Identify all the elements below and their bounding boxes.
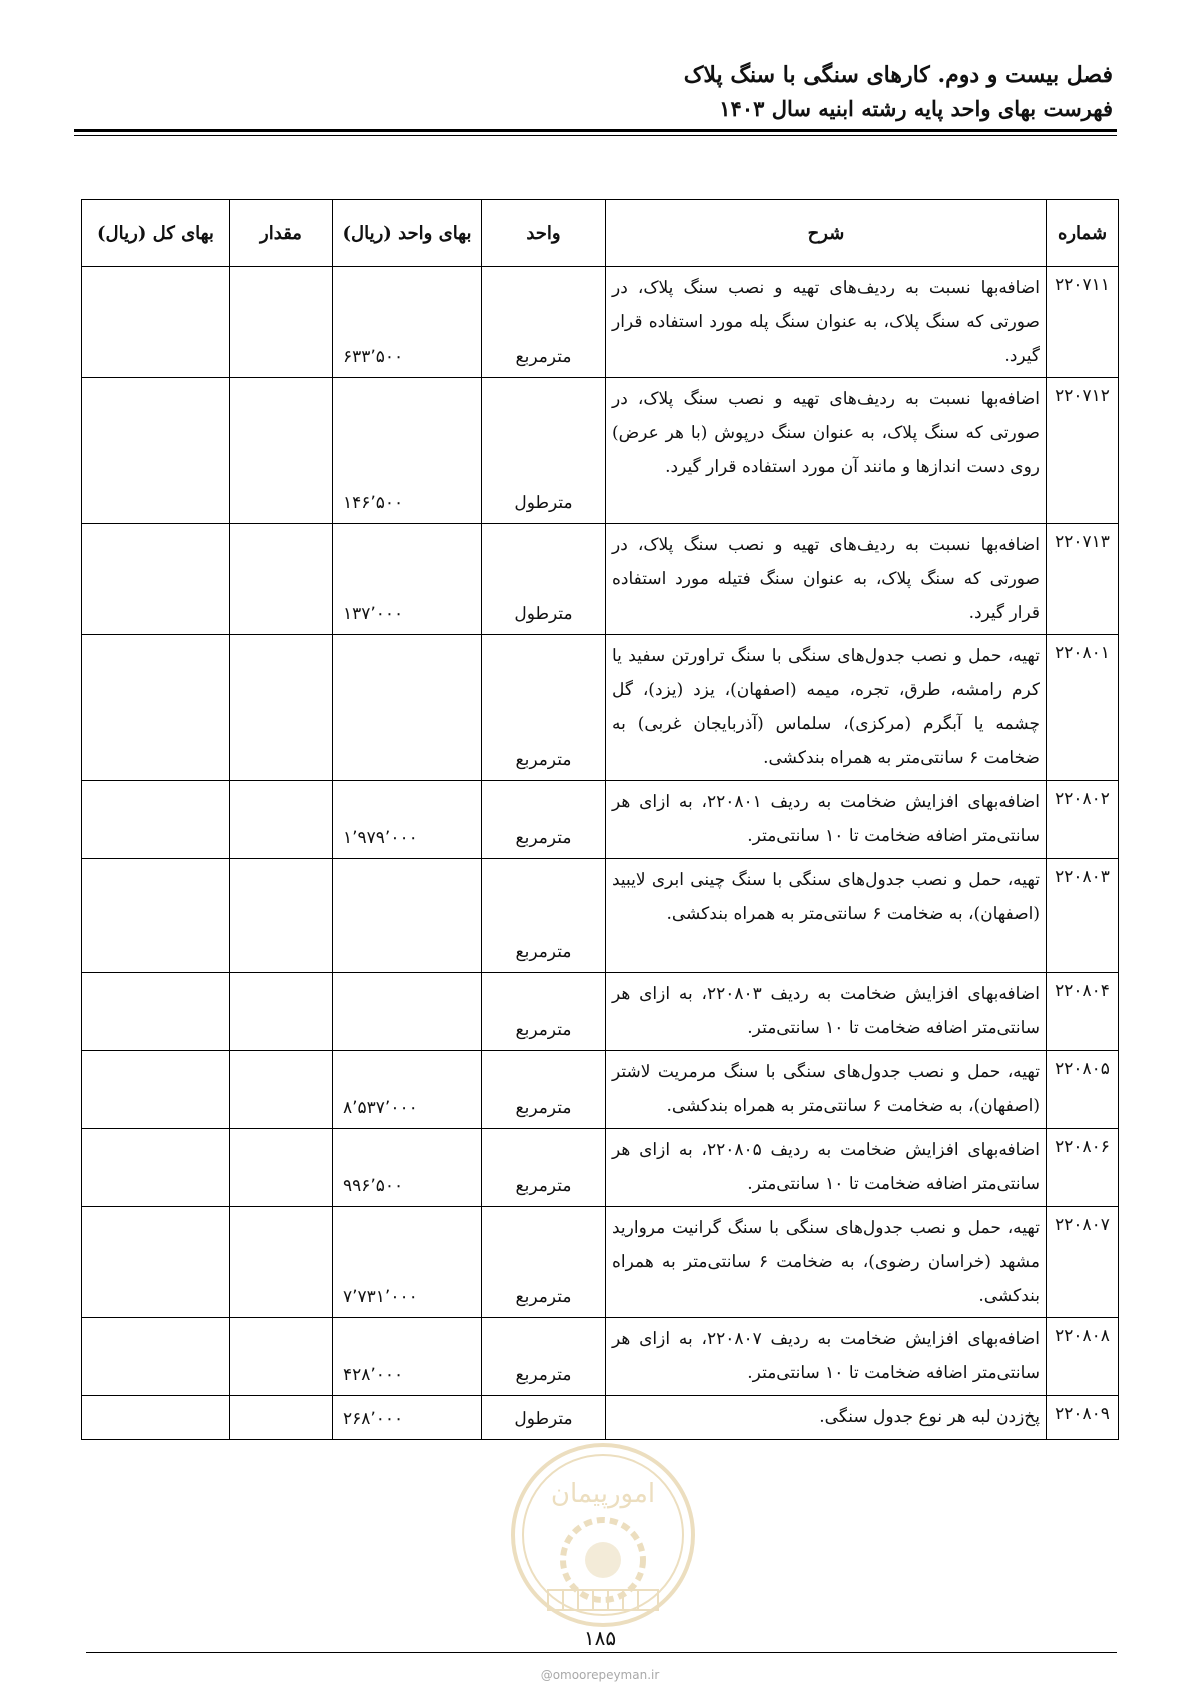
row-unit-price: ۴۲۸٬۰۰۰ [333,1318,482,1396]
row-quantity [230,378,333,524]
row-unit-price: ۱۳۷٬۰۰۰ [333,524,482,635]
table-row [82,635,1119,781]
row-unit-price: ۸٬۵۳۷٬۰۰۰ [333,1051,482,1129]
row-code: ۲۲۰۷۱۲ [1047,378,1119,524]
row-description: تهیه، حمل و نصب جدول‌های سنگی با سنگ گرانیت مروارید مشهد (خراسان رضوی)، به ضخامت ۶ سانتی‌متر به همراه بندکشی. [606,1207,1047,1318]
row-code: ۲۲۰۷۱۱ [1047,267,1119,378]
row-code: ۲۲۰۸۰۵ [1047,1051,1119,1129]
row-total-price [82,1396,230,1440]
row-unit: مترمربع [482,1207,606,1318]
row-unit-price: ۱۴۶٬۵۰۰ [333,378,482,524]
row-description: اضافه‌بهای افزایش ضخامت به ردیف ۲۲۰۸۰۳، به ازای هر سانتی‌متر اضافه ضخامت تا ۱۰ سانتی‌متر. [606,973,1047,1051]
row-quantity [230,1051,333,1129]
row-total-price [82,973,230,1051]
table-row [82,973,1119,1051]
row-unit: مترطول [482,1396,606,1440]
row-unit: مترمربع [482,267,606,378]
site-watermark: @omoorepeyman.ir [540,1668,660,1682]
row-code: ۲۲۰۸۰۷ [1047,1207,1119,1318]
row-quantity [230,635,333,781]
row-description: اضافه‌بهای افزایش ضخامت به ردیف ۲۲۰۸۰۵، به ازای هر سانتی‌متر اضافه ضخامت تا ۱۰ سانتی‌متر. [606,1129,1047,1207]
row-total-price [82,635,230,781]
seal-watermark-icon [508,1440,698,1630]
list-title: فهرست بهای واحد پایه رشته ابنیه سال ۱۴۰۳ [719,96,1113,121]
row-code: ۲۲۰۸۰۹ [1047,1396,1119,1440]
header-quantity: مقدار [230,200,333,267]
table-row [82,1129,1119,1207]
header-divider-thick [74,129,1117,132]
row-description: اضافه‌بهای افزایش ضخامت به ردیف ۲۲۰۸۰۷، به ازای هر سانتی‌متر اضافه ضخامت تا ۱۰ سانتی‌متر. [606,1318,1047,1396]
header-unit: واحد [482,200,606,267]
row-quantity [230,781,333,859]
row-total-price [82,267,230,378]
row-description: پخ‌زدن لبه هر نوع جدول سنگی. [606,1396,1047,1440]
row-total-price [82,524,230,635]
table-row [82,1396,1119,1440]
table-row [82,859,1119,973]
row-quantity [230,1396,333,1440]
price-list-table [81,199,1119,1440]
table-row [82,781,1119,859]
header-total-price: بهای کل (ریال) [82,200,230,267]
row-unit: مترمربع [482,1051,606,1129]
row-total-price [82,781,230,859]
row-unit-price: ۲۶۸٬۰۰۰ [333,1396,482,1440]
row-code: ۲۲۰۸۰۱ [1047,635,1119,781]
row-unit-price: ۱٬۹۷۹٬۰۰۰ [333,781,482,859]
table-row [82,1207,1119,1318]
table-row [82,524,1119,635]
header-divider-thin [74,135,1117,136]
footer-divider [86,1652,1117,1653]
page-header [78,58,1113,126]
page-number: ۱۸۵ [583,1626,617,1650]
row-description: اضافه‌بها نسبت به ردیف‌های تهیه و نصب سنگ پلاک، در صورتی که سنگ پلاک، به عنوان سنگ درپوش (با هر عرض) روی دست اندازها و مانند آن مورد استفاده قرار گیرد. [606,378,1047,524]
header-code: شماره [1047,200,1119,267]
row-total-price [82,378,230,524]
row-description: تهیه، حمل و نصب جدول‌های سنگی با سنگ مرمریت لاشتر (اصفهان)، به ضخامت ۶ سانتی‌متر به همراه بندکشی. [606,1051,1047,1129]
row-unit-price: ۹۹۶٬۵۰۰ [333,1129,482,1207]
row-unit: مترطول [482,524,606,635]
row-quantity [230,1318,333,1396]
table-row [82,267,1119,378]
row-unit: مترمربع [482,635,606,781]
row-unit: مترمربع [482,781,606,859]
table-row [82,378,1119,524]
chapter-title: فصل بیست و دوم. کارهای سنگی با سنگ پلاک [683,62,1113,88]
row-unit: مترمربع [482,1129,606,1207]
row-total-price [82,1318,230,1396]
row-description: تهیه، حمل و نصب جدول‌های سنگی با سنگ چینی ابری لایبید (اصفهان)، به ضخامت ۶ سانتی‌متر به همراه بندکشی. [606,859,1047,973]
row-unit-price: ۶۳۳٬۵۰۰ [333,267,482,378]
row-total-price [82,859,230,973]
row-unit-price [333,859,482,973]
row-quantity [230,267,333,378]
row-description: تهیه، حمل و نصب جدول‌های سنگی با سنگ تراورتن سفید یا کرم رامشه، طرق، تجره، میمه (اصفهان)، یزد (یزد)، گل چشمه یا آبگرم (مرکزی)، سلماس (آذربایجان غربی) به ضخامت ۶ سانتی‌متر به همراه بندکشی. [606,635,1047,781]
row-unit-price: ۷٬۷۳۱٬۰۰۰ [333,1207,482,1318]
table-header-row [82,200,1119,267]
row-description: اضافه‌بهای افزایش ضخامت به ردیف ۲۲۰۸۰۱، به ازای هر سانتی‌متر اضافه ضخامت تا ۱۰ سانتی‌متر. [606,781,1047,859]
row-total-price [82,1051,230,1129]
row-unit: مترمربع [482,973,606,1051]
row-unit: مترمربع [482,1318,606,1396]
row-description: اضافه‌بها نسبت به ردیف‌های تهیه و نصب سنگ پلاک، در صورتی که سنگ پلاک، به عنوان سنگ فتیله مورد استفاده قرار گیرد. [606,524,1047,635]
row-unit: مترمربع [482,859,606,973]
row-code: ۲۲۰۸۰۴ [1047,973,1119,1051]
seal-text: امورپیمان [550,1479,656,1509]
row-quantity [230,973,333,1051]
row-quantity [230,859,333,973]
table-row [82,1318,1119,1396]
row-quantity [230,1129,333,1207]
row-unit-price [333,635,482,781]
row-total-price [82,1129,230,1207]
row-code: ۲۲۰۷۱۳ [1047,524,1119,635]
row-description: اضافه‌بها نسبت به ردیف‌های تهیه و نصب سنگ پلاک، در صورتی که سنگ پلاک، به عنوان سنگ پله مورد استفاده قرار گیرد. [606,267,1047,378]
header-unit-price: بهای واحد (ریال) [333,200,482,267]
row-code: ۲۲۰۸۰۶ [1047,1129,1119,1207]
header-description: شرح [606,200,1047,267]
row-unit-price [333,973,482,1051]
row-unit: مترطول [482,378,606,524]
row-code: ۲۲۰۸۰۳ [1047,859,1119,973]
row-code: ۲۲۰۸۰۲ [1047,781,1119,859]
row-quantity [230,1207,333,1318]
row-quantity [230,524,333,635]
row-code: ۲۲۰۸۰۸ [1047,1318,1119,1396]
row-total-price [82,1207,230,1318]
table-row [82,1051,1119,1129]
